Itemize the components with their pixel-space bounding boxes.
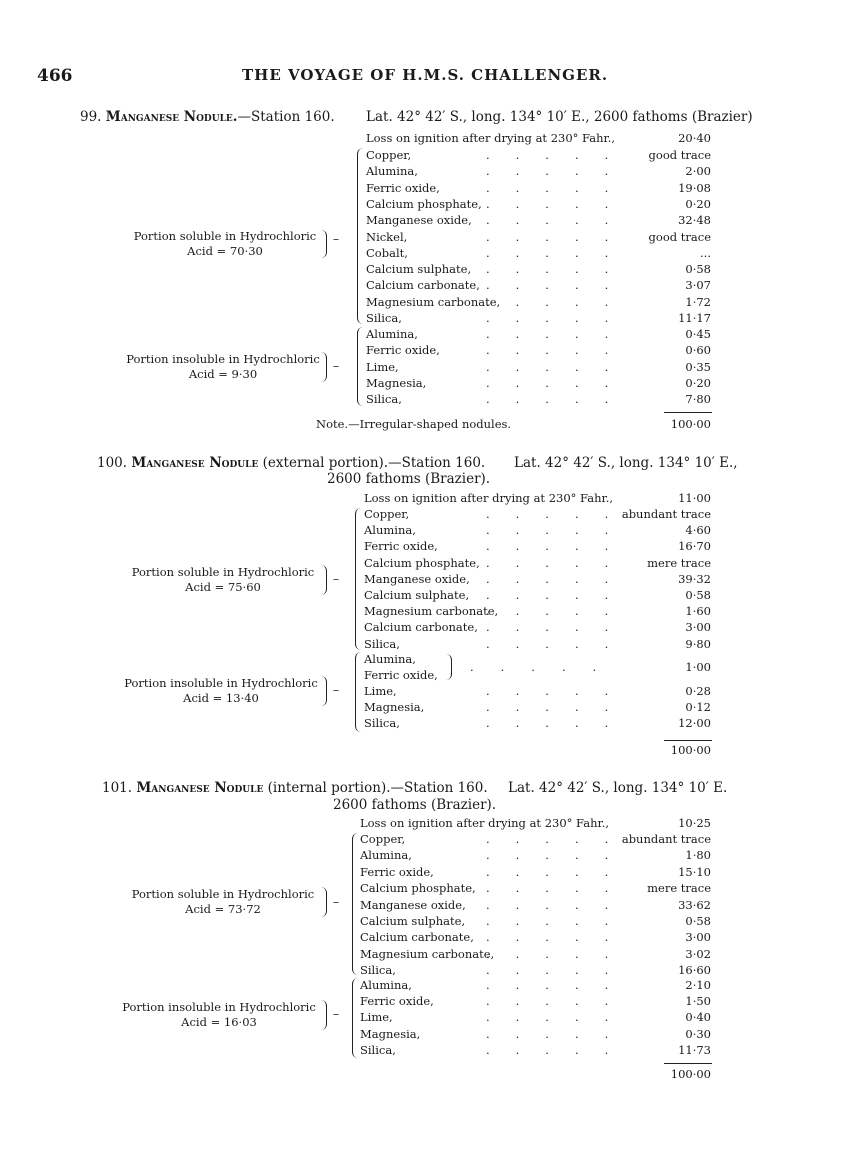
entry-title: Manganese Nodule <box>131 455 259 471</box>
leader-dots: ..... <box>486 604 635 619</box>
entry-99-soluble-brace <box>357 148 364 324</box>
soluble-acid-total: Acid = 70·30 <box>187 244 263 258</box>
analysis-row-value: good trace <box>648 148 711 162</box>
entry-100-soluble-left-brace <box>320 565 327 595</box>
analysis-row-name: Copper, <box>366 148 412 162</box>
analysis-row-value: mere trace <box>647 555 711 570</box>
insoluble-group-brace <box>446 654 452 680</box>
analysis-row-name: Ferric oxide, <box>360 864 434 879</box>
analysis-row-value: 32·48 <box>678 213 711 228</box>
analysis-row-value: 39·32 <box>678 571 711 586</box>
entry-title-rest: —Station 160. <box>237 109 335 125</box>
analysis-row-name: Manganese oxide, <box>366 213 472 228</box>
entry-99-soluble-label <box>120 229 330 259</box>
equals-dash: – <box>333 232 339 246</box>
analysis-row-name: Alumina, <box>360 978 412 992</box>
analysis-row-name: Alumina, <box>364 523 416 538</box>
soluble-portion-label: Portion soluble in Hydrochloric <box>133 229 317 243</box>
leader-dots: ..... <box>486 245 635 260</box>
analysis-row-value: 1·50 <box>685 994 711 1009</box>
leader-dots: ..... <box>486 392 635 407</box>
sum-rule <box>664 1063 712 1064</box>
analysis-row-name: Calcium sulphate, <box>366 262 472 277</box>
leader-dots: ..... <box>486 1042 635 1057</box>
analysis-row-name: Nickel, <box>366 229 408 244</box>
leader-dots: ..... <box>486 700 635 715</box>
analysis-row-value: 7·80 <box>685 392 711 407</box>
soluble-portion-label: Portion soluble in Hydrochloric <box>131 887 315 901</box>
entry-99-heading <box>80 109 335 125</box>
analysis-row-name: Ferric oxide, <box>366 180 440 195</box>
analysis-row-value: 0·60 <box>685 343 711 358</box>
analysis-row-value: 2·00 <box>685 164 711 179</box>
insoluble-group-item: Ferric oxide, <box>364 668 438 682</box>
entry-101-location-line2: 2600 fathoms (Brazier). <box>333 797 497 813</box>
analysis-row-name: Calcium sulphate, <box>360 914 466 928</box>
leader-dots: ..... <box>486 994 635 1009</box>
entry-number: 101. <box>102 780 133 796</box>
entry-100-heading <box>97 455 485 471</box>
analysis-row-value: mere trace <box>647 881 711 896</box>
insoluble-portion-label: Portion insoluble in Hydrochloric <box>124 676 318 690</box>
analysis-row-value: abundant trace <box>621 832 711 846</box>
analysis-row-name: Ferric oxide, <box>366 343 440 358</box>
leader-dots: ..... <box>486 294 635 309</box>
leader-dots: ..... <box>486 832 635 846</box>
entry-101-insoluble-left-brace <box>320 1000 327 1030</box>
analysis-row-value: 0·58 <box>685 588 711 602</box>
analysis-row-name: Calcium phosphate, <box>360 881 476 896</box>
leader-dots: ..... <box>486 507 635 521</box>
insoluble-group-item: Alumina, <box>364 652 416 666</box>
analysis-row-name: Alumina, <box>360 848 412 863</box>
analysis-row-value: 1·72 <box>685 294 711 309</box>
soluble-portion-label: Portion soluble in Hydrochloric <box>131 565 315 579</box>
analysis-row-value: abundant trace <box>621 507 711 521</box>
leader-dots: ..... <box>486 196 635 211</box>
analysis-row-name: Lime, <box>366 359 399 374</box>
analysis-row-value: good trace <box>648 229 711 244</box>
entry-title-rest: (external portion).—Station 160. <box>262 455 486 471</box>
running-title: THE VOYAGE OF H.M.S. CHALLENGER. <box>242 66 609 84</box>
leader-dots: ..... <box>486 620 635 635</box>
analysis-row-value: 0·20 <box>685 375 711 390</box>
analysis-row-name: Ferric oxide, <box>360 994 434 1009</box>
analysis-row-value: 3·00 <box>685 620 711 635</box>
insoluble-portion-label: Portion insoluble in Hydrochloric <box>122 1000 316 1014</box>
entry-101-location: Lat. 42° 42′ S., long. 134° 10′ E. <box>508 780 728 796</box>
leader-dots: ..... <box>486 946 635 961</box>
leader-dots: ..... <box>486 978 635 992</box>
leader-dots: ..... <box>486 262 635 277</box>
leader-dots: ..... <box>486 963 635 978</box>
analysis-row-name: Magnesium carbonate, <box>366 294 501 309</box>
analysis-row-value: 0·12 <box>685 700 711 715</box>
analysis-row-value: 0·40 <box>685 1010 711 1025</box>
analysis-row-name: Alumina, <box>366 327 418 341</box>
analysis-row-name: Calcium carbonate, <box>360 930 474 945</box>
analysis-row-name: Silica, <box>366 311 402 325</box>
entry-100-soluble-label <box>118 565 328 595</box>
leader-dots: ..... <box>486 555 635 570</box>
leader-dots: ..... <box>486 229 635 244</box>
entry-100-insoluble-brace <box>355 652 362 732</box>
analysis-row-value: 0·58 <box>685 914 711 928</box>
analysis-row-value: 0·30 <box>685 1026 711 1041</box>
leader-dots: ..... <box>486 636 635 651</box>
entry-101-insoluble-brace <box>352 978 359 1058</box>
entry-99-location: Lat. 42° 42′ S., long. 134° 10′ E., 2600 fathoms (Brazier) <box>366 109 753 125</box>
entry-99-soluble-left-brace <box>320 230 327 258</box>
analysis-row-value: 16·70 <box>678 539 711 554</box>
entry-101-total: 100·00 <box>670 1067 711 1081</box>
leader-dots: ..... <box>486 180 635 195</box>
entry-101-heading <box>102 780 488 796</box>
leader-dots: ..... <box>486 881 635 896</box>
analysis-row-name: Calcium phosphate, <box>364 555 480 570</box>
entry-title: Manganese Nodule <box>136 780 264 796</box>
analysis-row-value: 0·20 <box>685 196 711 211</box>
equals-dash: – <box>333 895 339 909</box>
sum-rule <box>664 740 712 741</box>
leader-dots: ..... <box>486 164 635 179</box>
entry-number: 100. <box>97 455 128 471</box>
analysis-row-value: 33·62 <box>678 897 711 912</box>
insoluble-acid-total: Acid = 13·40 <box>183 691 259 705</box>
entry-100-total: 100·00 <box>670 743 711 757</box>
analysis-row-name: Calcium carbonate, <box>364 620 478 635</box>
leader-dots: ..... <box>486 571 635 586</box>
entry-101-insoluble-label <box>114 1000 324 1030</box>
page-number: 466 <box>37 66 73 86</box>
analysis-row-name: Silica, <box>366 392 402 407</box>
leader-dots: ..... <box>486 343 635 358</box>
equals-dash: – <box>333 572 339 586</box>
analysis-row-name: Cobalt, <box>366 245 408 260</box>
analysis-row-value: 0·28 <box>685 684 711 698</box>
analysis-row-value: 3·02 <box>685 946 711 961</box>
analysis-row-value: 11·17 <box>678 311 711 325</box>
analysis-row-name: Alumina, <box>366 164 418 179</box>
entry-99-total: 100·00 <box>670 417 711 431</box>
entry-101-loss-value: 10·25 <box>678 816 711 830</box>
analysis-row-name: Copper, <box>360 832 406 846</box>
leader-dots: ..... <box>486 588 635 602</box>
leader-dots: ..... <box>486 1010 635 1025</box>
entry-99-insoluble-label <box>118 352 328 382</box>
analysis-row-value: 4·60 <box>685 523 711 538</box>
entry-101-soluble-label <box>118 887 328 917</box>
leader-dots: ..... <box>486 848 635 863</box>
analysis-row-value: 16·60 <box>678 963 711 978</box>
leader-dots: ..... <box>486 311 635 325</box>
entry-99-insoluble-brace <box>357 327 364 406</box>
entry-100-insoluble-left-brace <box>320 676 327 706</box>
analysis-row-name: Silica, <box>360 1042 396 1057</box>
entry-title-rest: (internal portion).—Station 160. <box>267 780 488 796</box>
analysis-row-value: 12·00 <box>678 716 711 731</box>
entry-101-soluble-left-brace <box>320 887 327 917</box>
leader-dots: ..... <box>486 523 635 538</box>
analysis-row-value: 9·80 <box>685 636 711 651</box>
analysis-row-value: 1·60 <box>685 604 711 619</box>
analysis-row-name: Silica, <box>364 716 400 731</box>
leader-dots: ..... <box>486 1026 635 1041</box>
analysis-row-name: Lime, <box>360 1010 393 1025</box>
analysis-row-name: Copper, <box>364 507 410 521</box>
leader-dots: ..... <box>486 684 635 698</box>
analysis-row-name: Calcium sulphate, <box>364 588 470 602</box>
leader-dots: ..... <box>470 660 624 674</box>
insoluble-acid-total: Acid = 16·03 <box>181 1015 257 1029</box>
leader-dots: ..... <box>486 914 635 928</box>
entry-100-insoluble-label <box>116 676 326 706</box>
analysis-row-name: Magnesium carbonate, <box>360 946 495 961</box>
analysis-row-value: 2·10 <box>685 978 711 992</box>
leader-dots: ..... <box>486 930 635 945</box>
analysis-row-value: 11·73 <box>678 1042 711 1057</box>
entry-101-soluble-brace <box>352 833 359 975</box>
entry-99-insoluble-left-brace <box>320 352 327 382</box>
entry-99-note: Note.—Irregular-shaped nodules. <box>316 417 512 431</box>
analysis-row-value: 3·07 <box>685 278 711 293</box>
analysis-row-name: Silica, <box>364 636 400 651</box>
analysis-row-name: Calcium phosphate, <box>366 196 482 211</box>
analysis-row-value: ... <box>700 245 711 260</box>
insoluble-portion-label: Portion insoluble in Hydrochloric <box>126 352 320 366</box>
equals-dash: – <box>333 683 339 697</box>
analysis-row-name: Calcium carbonate, <box>366 278 480 293</box>
analysis-row-name: Magnesia, <box>366 375 427 390</box>
analysis-row-value: 0·35 <box>685 359 711 374</box>
analysis-row-value: 0·45 <box>685 327 711 341</box>
insoluble-group-value: 1·00 <box>685 660 711 674</box>
soluble-acid-total: Acid = 75·60 <box>185 580 261 594</box>
leader-dots: ..... <box>486 148 635 162</box>
leader-dots: ..... <box>486 864 635 879</box>
entry-99-loss-value: 20·40 <box>678 131 711 145</box>
entry-title: Manganese Nodule. <box>105 109 238 125</box>
analysis-row-value: 1·80 <box>685 848 711 863</box>
leader-dots: ..... <box>486 213 635 228</box>
analysis-row-name: Ferric oxide, <box>364 539 438 554</box>
entry-number: 99. <box>80 109 102 125</box>
entry-100-location: Lat. 42° 42′ S., long. 134° 10′ E., <box>514 455 738 471</box>
sum-rule <box>664 412 712 413</box>
entry-101-loss-label: Loss on ignition after drying at 230° Fahr., <box>360 816 610 830</box>
entry-99-loss-label: Loss on ignition after drying at 230° Fahr., <box>366 131 616 145</box>
analysis-row-value: 19·08 <box>678 180 711 195</box>
analysis-row-value: 0·58 <box>685 262 711 277</box>
analysis-row-name: Manganese oxide, <box>364 571 470 586</box>
leader-dots: ..... <box>486 327 635 341</box>
leader-dots: ..... <box>486 359 635 374</box>
analysis-row-name: Magnesia, <box>364 700 425 715</box>
leader-dots: ..... <box>486 716 635 731</box>
insoluble-acid-total: Acid = 9·30 <box>188 367 258 381</box>
soluble-acid-total: Acid = 73·72 <box>185 902 261 916</box>
analysis-row-value: 15·10 <box>678 864 711 879</box>
equals-dash: – <box>333 1007 339 1021</box>
leader-dots: ..... <box>486 375 635 390</box>
equals-dash: – <box>333 359 339 373</box>
leader-dots: ..... <box>486 539 635 554</box>
entry-100-loss-label: Loss on ignition after drying at 230° Fahr., <box>364 491 614 505</box>
analysis-row-name: Magnesia, <box>360 1026 421 1041</box>
analysis-row-name: Magnesium carbonate, <box>364 604 499 619</box>
entry-100-loss-value: 11·00 <box>678 491 711 505</box>
analysis-row-name: Manganese oxide, <box>360 897 466 912</box>
entry-100-location-line2: 2600 fathoms (Brazier). <box>327 471 491 487</box>
leader-dots: ..... <box>486 897 635 912</box>
analysis-row-name: Silica, <box>360 963 396 978</box>
analysis-row-name: Lime, <box>364 684 397 698</box>
entry-100-soluble-brace <box>355 508 362 650</box>
leader-dots: ..... <box>486 278 635 293</box>
analysis-row-value: 3·00 <box>685 930 711 945</box>
